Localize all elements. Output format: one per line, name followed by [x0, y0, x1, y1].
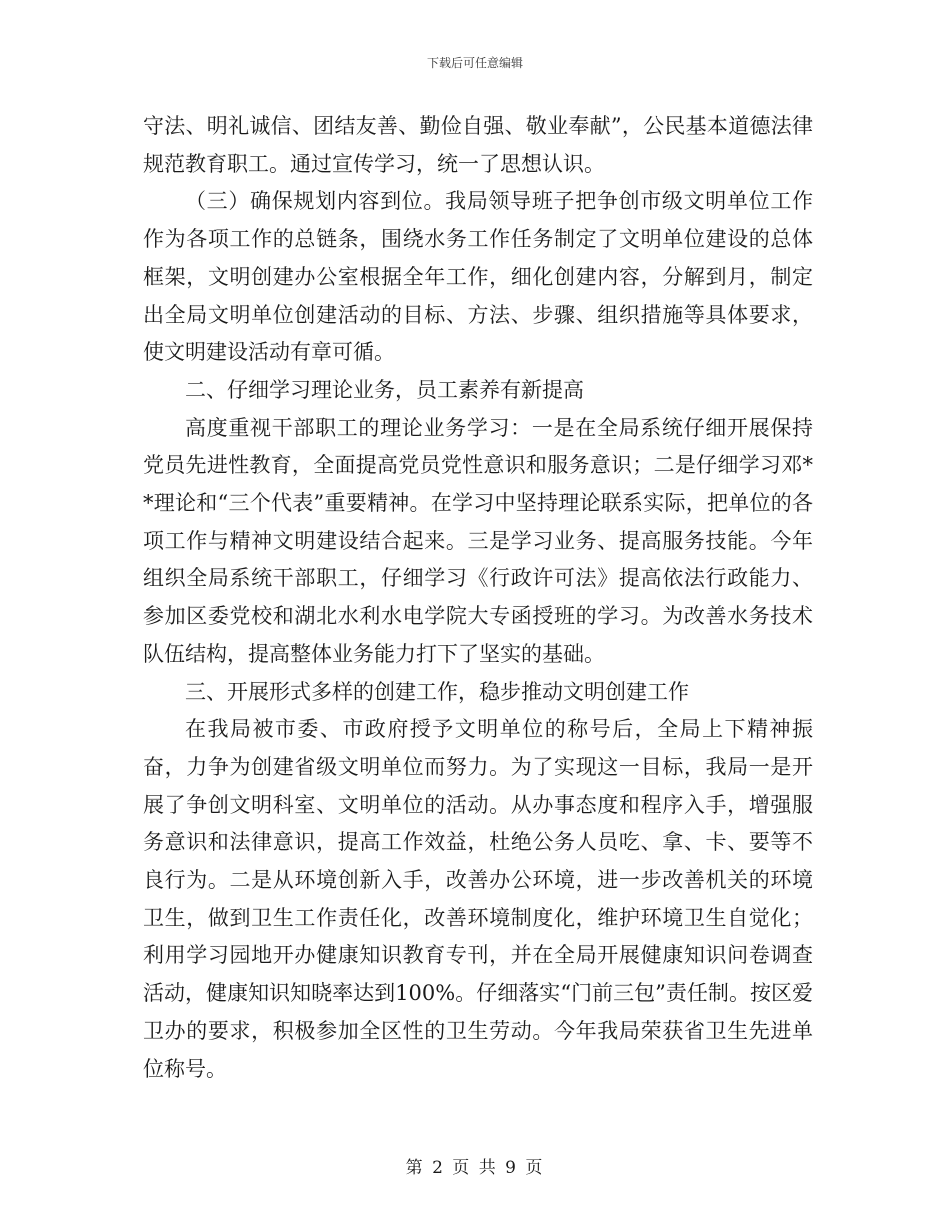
paragraph-2: （三）确保规划内容到位。我局领导班子把争创市级文明单位工作作为各项工作的总链条，围绕水务工作任务制定了文明单位建设的总体框架，文明创建办公室根据全年工作，细化创建内容，分解到月，制定出全局文明单位创建活动的目标、方法、步骤、组织措施等具体要求，使文明建设活动有章可循。	[143, 189, 813, 365]
paragraph-4: 在我局被市委、市政府授予文明单位的称号后，全局上下精神振奋，力争为创建省级文明单位而努力。为了实现这一目标，我局一是开展了争创文明科室、文明单位的活动。从办事态度和程序入手，增强服务意识和法律意识，提高工作效益，杜绝公务人员吃、拿、卡、要等不良行为。二是从环境创新入手，改善办公环境，进一步改善机关的环境卫生，做到卫生工作责任化，改善环境制度化，维护环境卫生自觉化；利用学习园地开办健康知识教育专刊，并在全局开展健康知识问卷调查活动，健康知识知晓率达到100%。仔细落实“门前三包”责任制。按区爱卫办的要求，积极参加全区性的卫生劳动。今年我局荣获省卫生先进单位称号。	[143, 717, 813, 1081]
paragraph-3: 高度重视干部职工的理论业务学习：一是在全局系统仔细开展保持党员先进性教育，全面提高党员党性意识和服务意识；二是仔细学习邓**理论和“三个代表”重要精神。在学习中坚持理论联系实际，把单位的各项工作与精神文明建设结合起来。三是学习业务、提高服务技能。今年组织全局系统干部职工，仔细学习《行政许可法》提高依法行政能力、参加区委党校和湖北水利水电学院大专函授班的学习。为改善水务技术队伍结构，提高整体业务能力打下了坚实的基础。	[143, 415, 813, 666]
document-body	[143, 108, 813, 1088]
page-header: 下载后可任意编辑	[426, 56, 523, 70]
paragraph-1: 守法、明礼诚信、团结友善、勤俭自强、敬业奉献”，公民基本道德法律规范教育职工。通过宣传学习，统一了思想认识。	[143, 114, 813, 176]
section-heading-2: 二、仔细学习理论业务，员工素养有新提高	[185, 377, 584, 402]
page-number-footer: 第 2 页 共 9 页	[405, 1158, 545, 1178]
section-heading-3: 三、开展形式多样的创建工作，稳步推动文明创建工作	[185, 679, 689, 704]
